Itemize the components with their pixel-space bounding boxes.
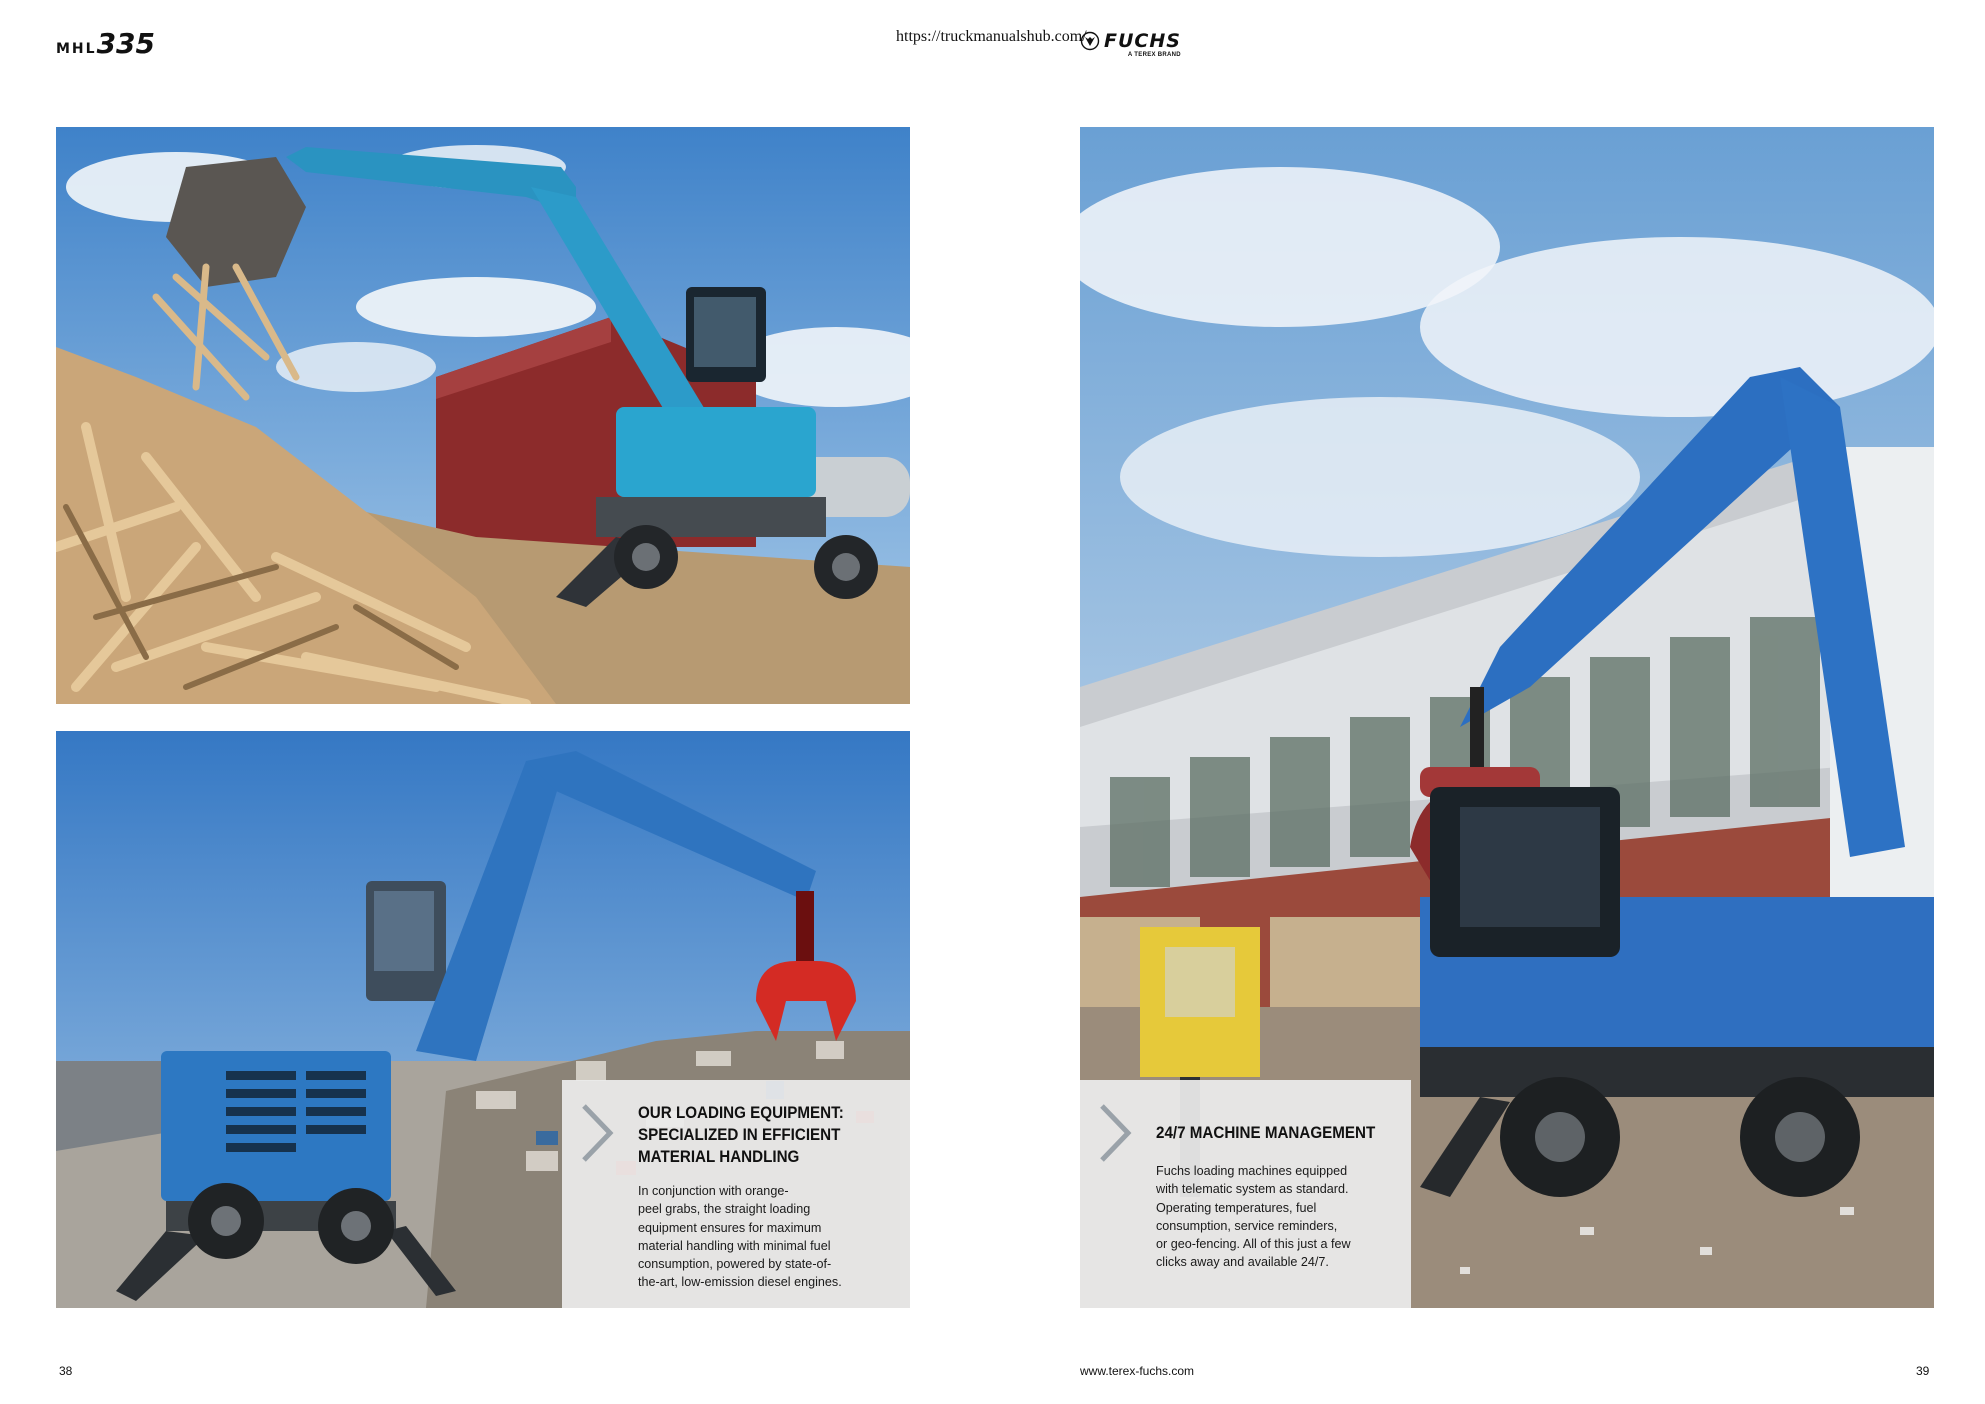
model-logo bbox=[56, 27, 156, 63]
caption-title-line: OUR LOADING EQUIPMENT: bbox=[638, 1104, 844, 1122]
caption-title-line: 24/7 MACHINE MANAGEMENT bbox=[1156, 1124, 1376, 1142]
caption-body-line: Operating temperatures, fuel bbox=[1156, 1200, 1317, 1215]
caption-body-line: clicks away and available 24/7. bbox=[1156, 1255, 1329, 1270]
page-number-left: 38 bbox=[59, 1364, 73, 1378]
caption-body bbox=[638, 1182, 883, 1292]
caption-title-line: SPECIALIZED IN EFFICIENT bbox=[638, 1126, 841, 1144]
model-number: 335 bbox=[96, 27, 156, 60]
caption-body-line: equipment ensures for maximum bbox=[638, 1220, 822, 1235]
brand-logo bbox=[1080, 30, 1181, 58]
brand-tagline: A TEREX BRAND bbox=[1127, 52, 1181, 58]
caption-loading-equipment bbox=[562, 1080, 910, 1308]
caption-body-line: peel grabs, the straight loading bbox=[638, 1202, 811, 1217]
brand-name: FUCHS bbox=[1104, 30, 1181, 52]
model-prefix: MHL bbox=[56, 41, 97, 57]
website-link[interactable]: www.terex-fuchs.com bbox=[1080, 1364, 1195, 1378]
caption-body-line: or geo-fencing. All of this just a few bbox=[1156, 1237, 1351, 1252]
photo-wood-handling bbox=[56, 127, 910, 704]
page-number-right: 39 bbox=[1916, 1364, 1930, 1378]
fox-head-icon bbox=[1080, 31, 1100, 51]
caption-body-line: consumption, powered by state-of- bbox=[638, 1257, 832, 1272]
caption-body bbox=[1156, 1162, 1396, 1272]
caption-machine-management bbox=[1080, 1080, 1411, 1308]
source-url[interactable]: https://truckmanualshub.com/ bbox=[896, 28, 1087, 45]
caption-body-line: the-art, low-emission diesel engines. bbox=[638, 1275, 842, 1290]
caption-body-line: with telematic system as standard. bbox=[1156, 1182, 1349, 1197]
caption-title bbox=[638, 1102, 868, 1168]
caption-body-line: Fuchs loading machines equipped bbox=[1156, 1164, 1348, 1178]
chevron-right-icon bbox=[580, 1102, 616, 1164]
caption-title bbox=[1156, 1122, 1377, 1144]
caption-body-line: consumption, service reminders, bbox=[1156, 1218, 1338, 1233]
caption-body-line: material handling with minimal fuel bbox=[638, 1238, 831, 1253]
caption-body-line: In conjunction with orange- bbox=[638, 1184, 789, 1198]
chevron-right-icon bbox=[1098, 1102, 1134, 1164]
caption-title-line: MATERIAL HANDLING bbox=[638, 1148, 800, 1166]
